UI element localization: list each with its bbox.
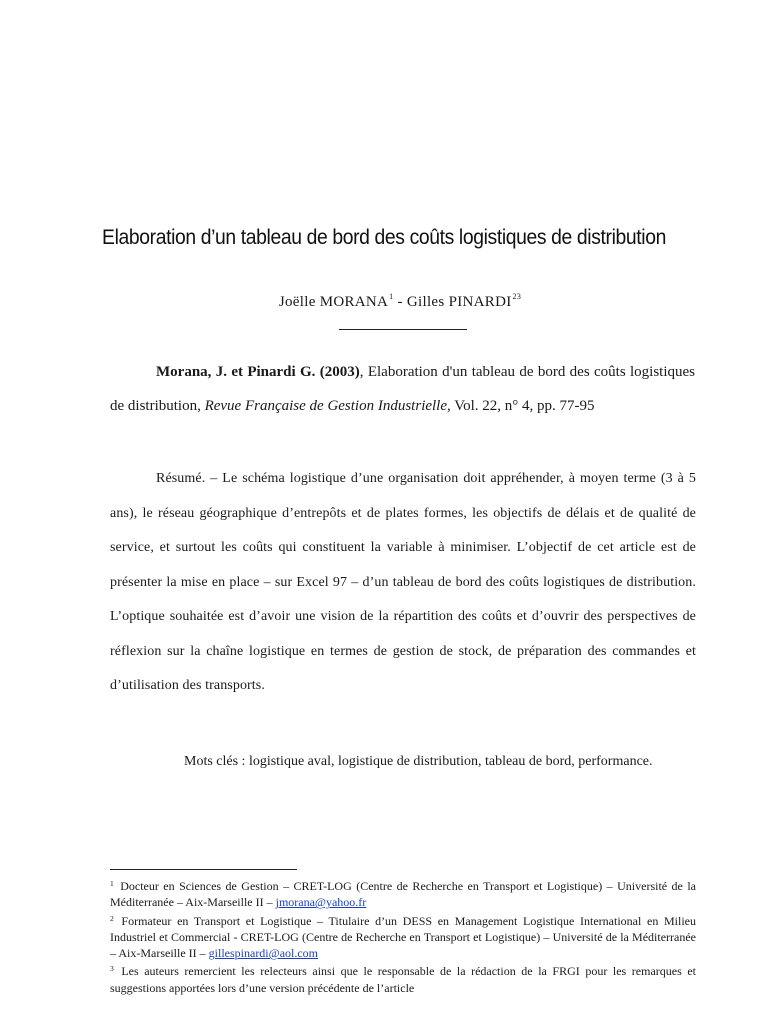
author-separator: - bbox=[393, 294, 407, 310]
author-2-name: Gilles PINARDI bbox=[406, 294, 512, 310]
footnote-1 bbox=[110, 876, 696, 911]
footnote-3-text: Les auteurs remercient les relecteurs ainsi que le responsable de la rédaction de la FRGI pour les remarques et suggestions apportées lors d’une version précédente de l’article bbox=[110, 964, 696, 995]
footnote-separator bbox=[110, 869, 297, 870]
footnote-1-email-link[interactable]: jmorana@yahoo.fr bbox=[275, 895, 367, 910]
keywords-paragraph: Mots clés : logistique aval, logistique de distribution, tableau de bord, performance. bbox=[184, 754, 653, 769]
footnotes-block bbox=[110, 876, 696, 996]
footnote-2 bbox=[110, 911, 696, 962]
footnote-3 bbox=[110, 961, 696, 996]
footnote-2-email-link[interactable]: gillespinardi@aol.com bbox=[208, 946, 319, 961]
author-2-footnote-ref[interactable]: 23 bbox=[512, 292, 522, 301]
citation-paragraph bbox=[110, 355, 695, 423]
citation-volume: , Vol. 22, n° 4, pp. 77-95 bbox=[447, 398, 595, 414]
author-line bbox=[0, 292, 768, 311]
footnote-2-text: Formateur en Transport et Logistique – Titulaire d’un DESS en Management Logistique International en Milieu Industriel et Commercial - CRET-LOG (Centre de Recherche en Transport et Logistique) – Université de la Méditerranée – Aix-Marseille II – bbox=[110, 913, 696, 961]
footnote-1-text: Docteur en Sciences de Gestion – CRET-LOG (Centre de Recherche en Transport et Logistique) – Université de la Méditerranée – Aix-Marseille II – bbox=[110, 879, 696, 910]
author-1-name: Joëlle MORANA bbox=[278, 294, 389, 310]
footnote-3-number: 3 bbox=[110, 964, 114, 974]
author-1-footnote-ref[interactable]: 1 bbox=[389, 292, 394, 301]
citation-title: , Elaboration d'un tableau de bord des coûts logistiques de distribution, bbox=[110, 364, 695, 414]
paper-title: Elaboration d’un tableau de bord des coûts logistiques de distribution bbox=[102, 226, 666, 249]
abstract-paragraph: Résumé. – Le schéma logistique d’une organisation doit appréhender, à moyen terme (3 à 5 ans), le réseau géographique d’entrepôts et de plates formes, les objectifs de délais et de qualité de service, et surtout les coûts qui constituent la variable à minimiser. L’objectif de cet article est de présenter la mise en place – sur Excel 97 – d’un tableau de bord des coûts logistiques de distribution. L’optique souhaitée est d’avoir une vision de la répartition des coûts et d’ouvrir des perspectives de réflexion sur la chaîne logistique en termes de gestion de stock, de préparation des commandes et d’utilisation des transports. bbox=[110, 471, 696, 693]
footnote-1-number: 1 bbox=[110, 879, 114, 888]
citation-authors: Morana, J. et Pinardi G. (2003) bbox=[156, 364, 360, 380]
citation-journal: Revue Française de Gestion Industrielle bbox=[204, 398, 448, 414]
author-divider bbox=[339, 329, 467, 330]
footnote-2-number: 2 bbox=[110, 913, 114, 923]
